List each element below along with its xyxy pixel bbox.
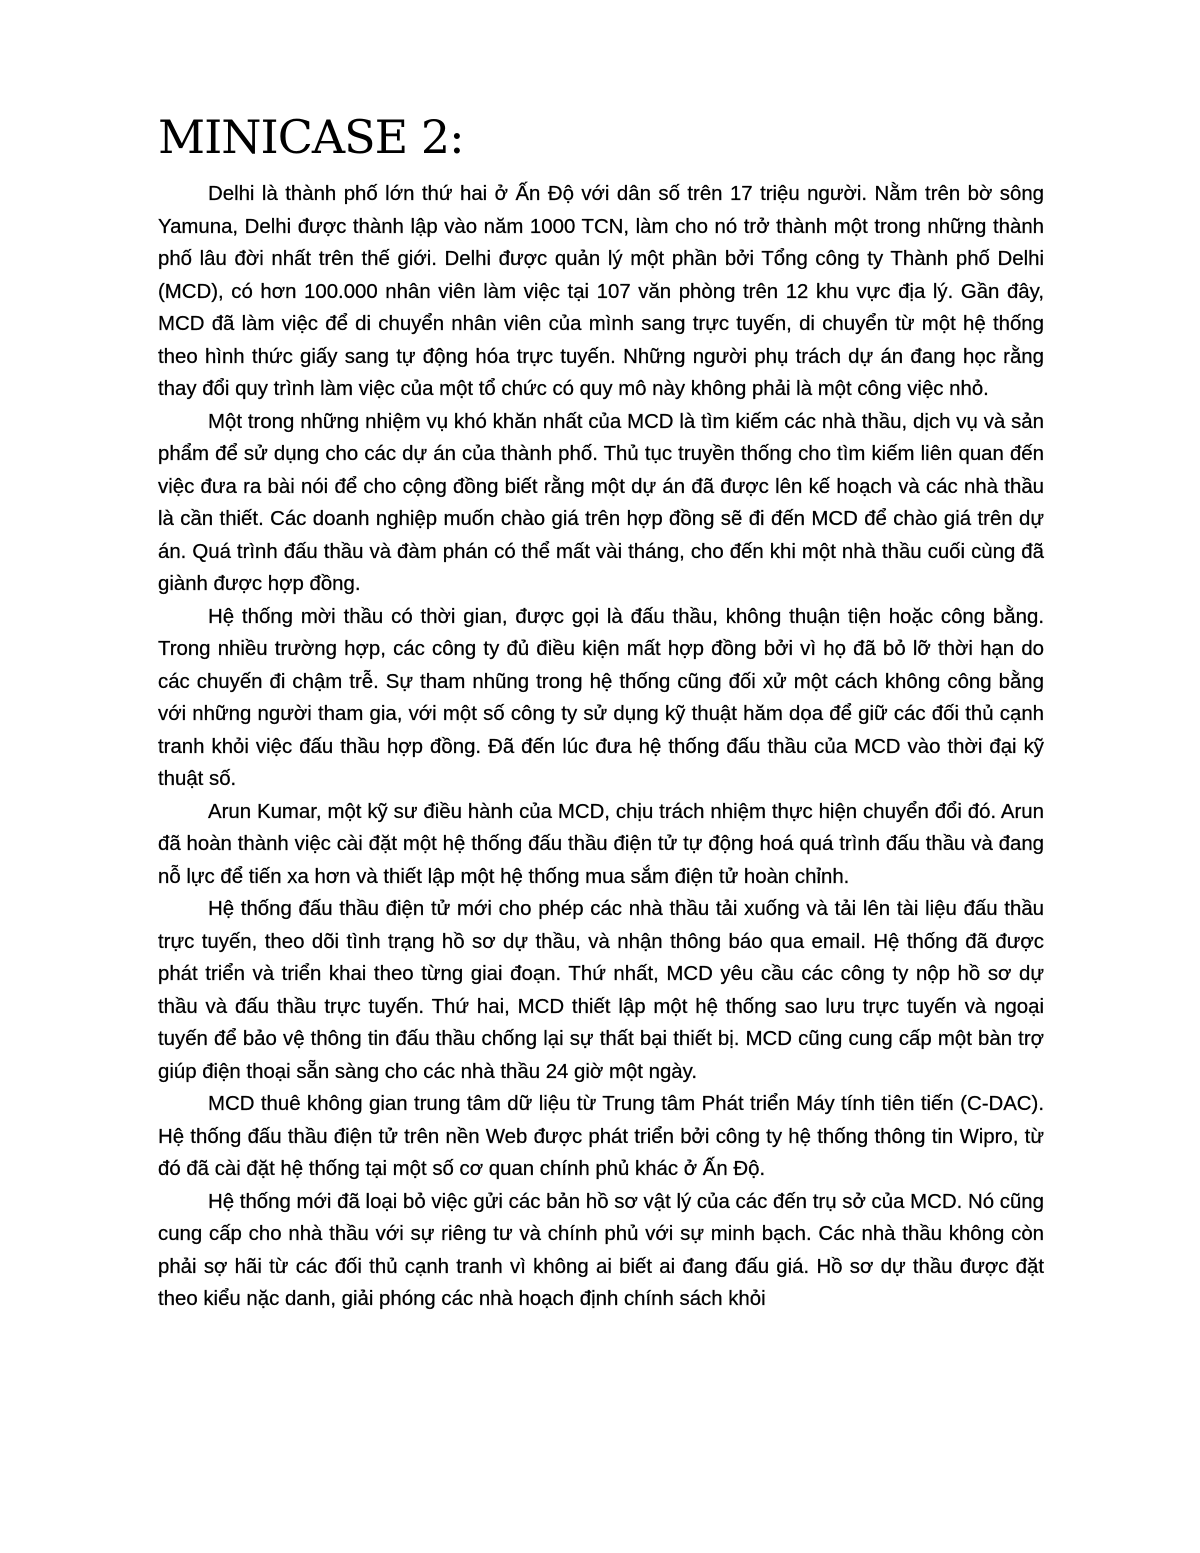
paragraph-6: MCD thuê không gian trung tâm dữ liệu từ Trung tâm Phát triển Máy tính tiên tiến (C-DAC). Hệ thống đấu thầu điện tử trên nền Web được phát triển bởi công ty hệ thống thông tin Wipro, từ đó đã cài đặt hệ thống tại một số cơ quan chính phủ khác ở Ấn Độ. xyxy=(158,1093,1044,1180)
paragraph-2: Một trong những nhiệm vụ khó khăn nhất của MCD là tìm kiếm các nhà thầu, dịch vụ và sản phẩm để sử dụng cho các dự án của thành phố. Thủ tục truyền thống cho tìm kiếm liên quan đến việc đưa ra bài nói để cho cộng đồng biết rằng một dự án đã được lên kế hoạch và các nhà thầu là cần thiết. Các doanh nghiệp muốn chào giá trên hợp đồng sẽ đi đến MCD để chào giá trên dự án. Quá trình đấu thầu và đàm phán có thể mất vài tháng, cho đến khi một nhà thầu cuối cùng đã giành được hợp đồng. xyxy=(158,410,1044,595)
document-title: MINICASE 2: xyxy=(158,110,464,164)
document-page xyxy=(158,108,1044,1316)
paragraph-4: Arun Kumar, một kỹ sư điều hành của MCD, chịu trách nhiệm thực hiện chuyển đổi đó. Arun đã hoàn thành việc cài đặt một hệ thống đấu thầu điện tử tự động hoá quá trình đấu thầu và đang nỗ lực để tiến xa hơn và thiết lập một hệ thống mua sắm điện tử hoàn chỉnh. xyxy=(158,800,1044,888)
paragraph-5: Hệ thống đấu thầu điện tử mới cho phép các nhà thầu tải xuống và tải lên tài liệu đấu thầu trực tuyến, theo dõi tình trạng hồ sơ dự thầu, và nhận thông báo qua email. Hệ thống đã được phát triển và triển khai theo từng giai đoạn. Thứ nhất, MCD yêu cầu các công ty nộp hồ sơ dự thầu và đấu thầu trực tuyến. Thứ hai, MCD thiết lập một hệ thống sao lưu trực tuyến và ngoại tuyến để bảo vệ thông tin đấu thầu chống lại sự thất bại thiết bị. MCD cũng cung cấp một bàn trợ giúp điện thoại sẵn sàng cho các nhà thầu 24 giờ một ngày. xyxy=(158,898,1044,1083)
paragraph-7: Hệ thống mới đã loại bỏ việc gửi các bản hồ sơ vật lý của các đến trụ sở của MCD. Nó cũng cung cấp cho nhà thầu với sự riêng tư và chính phủ với sự minh bạch. Các nhà thầu không còn phải sợ hãi từ các đối thủ cạnh tranh vì không ai biết ai đang đấu giá. Hồ sơ dự thầu được đặt theo kiểu nặc danh, giải phóng các nhà hoạch định chính sách khỏi xyxy=(158,1190,1044,1310)
paragraph-3: Hệ thống mời thầu có thời gian, được gọi là đấu thầu, không thuận tiện hoặc công bằng. Trong nhiều trường hợp, các công ty đủ điều kiện mất hợp đồng bởi vì họ đã bỏ lỡ thời hạn do các chuyến đi chậm trễ. Sự tham nhũng trong hệ thống cũng đối xử một cách không công bằng với những người tham gia, với một số công ty sử dụng kỹ thuật hăm dọa để giữ các đối thủ cạnh tranh khỏi việc đấu thầu hợp đồng. Đã đến lúc đưa hệ thống đấu thầu của MCD vào thời đại kỹ thuật số. xyxy=(158,605,1044,790)
paragraph-1: Delhi là thành phố lớn thứ hai ở Ấn Độ với dân số trên 17 triệu người. Nằm trên bờ sông Yamuna, Delhi được thành lập vào năm 1000 TCN, làm cho nó trở thành một trong những thành phố lâu đời nhất trên thế giới. Delhi được quản lý một phần bởi Tổng công ty Thành phố Delhi (MCD), có hơn 100.000 nhân viên làm việc tại 107 văn phòng trên 12 khu vực địa lý. Gần đây, MCD đã làm việc để di chuyển nhân viên của mình sang trực tuyến, di chuyển từ một hệ thống theo hình thức giấy sang tự động hóa trực tuyến. Những người phụ trách dự án đang học rằng thay đổi quy trình làm việc của một tổ chức có quy mô này không phải là một công việc nhỏ. xyxy=(158,183,1044,400)
